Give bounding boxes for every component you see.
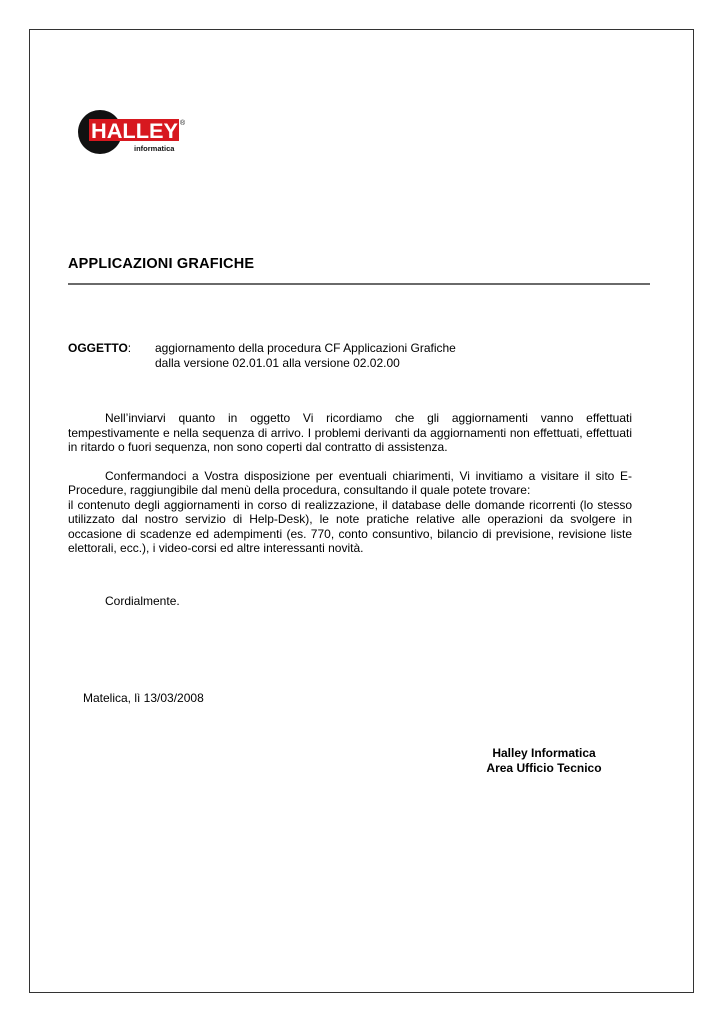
subject-line-1: aggiornamento della procedura CF Applicazioni Grafiche: [155, 341, 456, 355]
subject-text: [155, 341, 456, 371]
paragraph-invitation: Confermandoci a Vostra disposizione per eventuali chiarimenti, Vi invitiamo a visitare il sito E-Procedure, raggiungibile dal menù della procedura, consultando il quale potete trovare:: [68, 468, 632, 497]
document-title: APPLICAZIONI GRAFICHE: [68, 256, 255, 272]
title-divider: [68, 283, 650, 285]
paragraph-updates: Nell’inviarvi quanto in oggetto Vi ricordiamo che gli aggiornamenti vanno effettuati tempestivamente e nella sequenza di arrivo. I problemi derivanti da aggiornamenti non effettuati, effettuati in ritardo o fuori sequenza, non sono coperti dal contratto di assistenza.: [68, 411, 632, 454]
logo-sub-text: informatica: [134, 144, 175, 153]
closing-greeting: Cordialmente.: [105, 594, 180, 608]
letter-body: [68, 411, 632, 556]
signature-department: Area Ufficio Tecnico: [486, 760, 602, 775]
logo-registered-mark: ®: [180, 120, 186, 127]
place-date: Matelica, lì 13/03/2008: [83, 691, 204, 705]
logo-brand-text: HALLEY: [91, 120, 178, 143]
subject-line-2: dalla versione 02.01.01 alla versione 02.02.00: [155, 356, 400, 370]
signature-company: Halley Informatica: [492, 746, 596, 760]
subject-label: OGGETTO:: [68, 341, 132, 355]
signature-block: [485, 746, 603, 775]
paragraph-contents: il contenuto degli aggiornamenti in corso di realizzazione, il database delle domande ricorrenti (lo stesso utilizzato dal nostro servizio di Help-Desk), le note pratiche relative alle operazioni da svolgere in occasione di scadenze ed adempimenti (es. 770, conto consuntivo, bilancio di previsione, revisione liste elettorali, ecc.), i video-corsi ed altre interessanti novità.: [68, 497, 632, 555]
halley-logo: [77, 108, 189, 156]
